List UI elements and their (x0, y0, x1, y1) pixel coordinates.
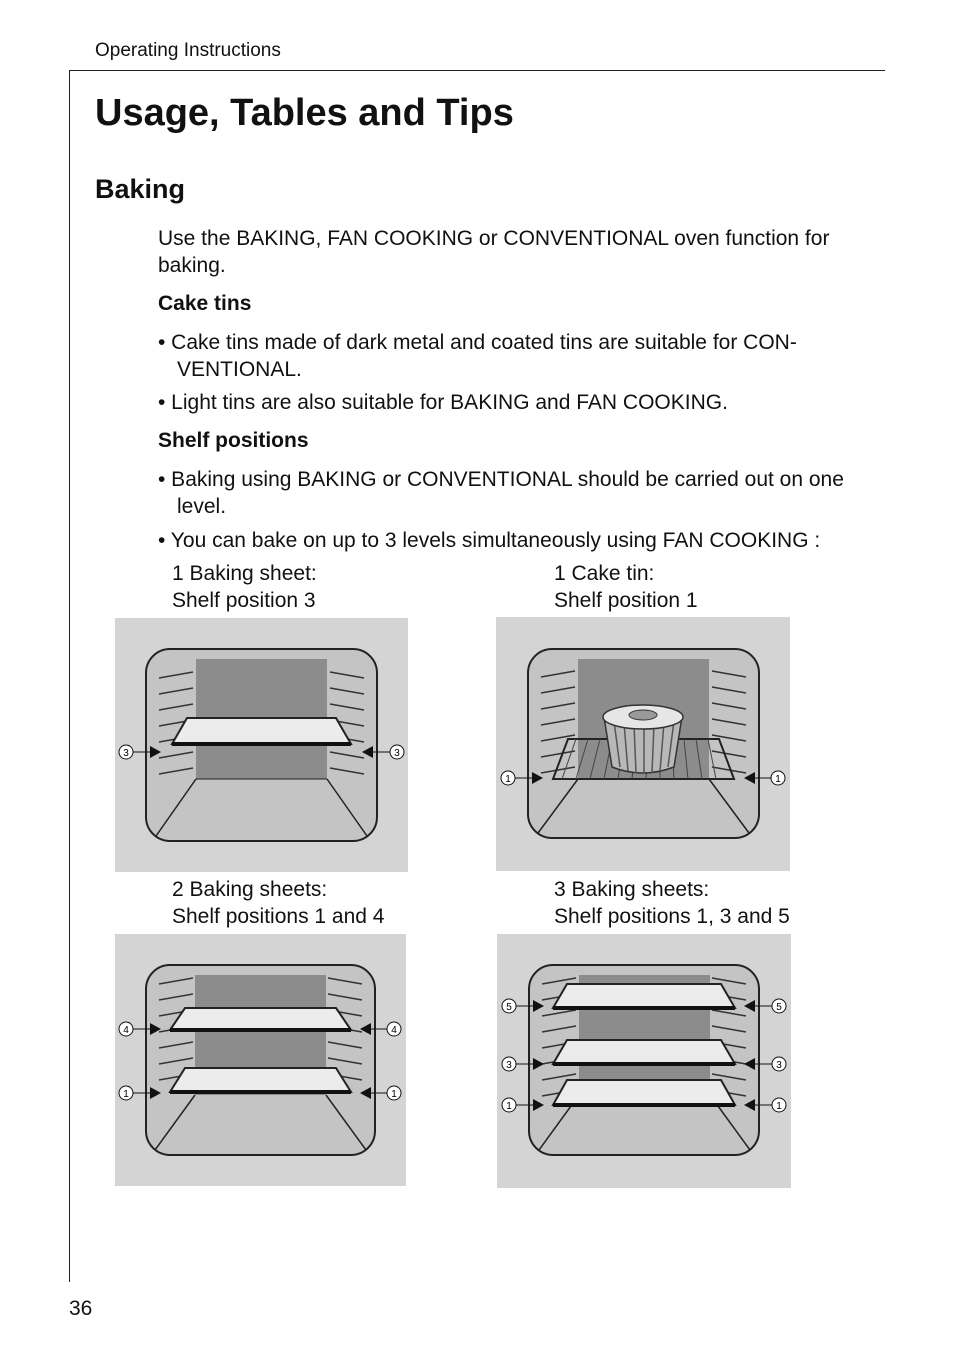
position-label: 4 (123, 1025, 129, 1036)
header-rule (69, 70, 885, 71)
baking-sheet (170, 1068, 351, 1092)
oven-diagram (496, 617, 790, 871)
position-label: 1 (391, 1089, 397, 1100)
position-label: 1 (775, 774, 781, 785)
position-label: 3 (776, 1060, 782, 1071)
caption-line: Shelf positions 1 and 4 (172, 905, 385, 928)
caption-line: 1 Baking sheet: (172, 562, 317, 585)
position-label: 3 (506, 1060, 512, 1071)
oven-diagram (115, 618, 408, 872)
running-head: Operating Instructions (95, 40, 281, 61)
figure-caption (554, 876, 790, 930)
oven-illustration-3 (115, 934, 406, 1186)
caption-line: 1 Cake tin: (554, 562, 655, 585)
caption-line: 3 Baking sheets: (554, 878, 710, 901)
position-label: 1 (505, 774, 511, 785)
position-label: 3 (394, 748, 400, 759)
baking-sheet (553, 1040, 735, 1064)
figure-caption (554, 560, 698, 614)
caption-line: Shelf position 1 (554, 589, 698, 612)
position-label: 3 (123, 748, 129, 759)
baking-sheet (172, 718, 351, 744)
margin-rule (69, 70, 70, 1282)
bullet-item: • Baking using BAKING or CONVENTIONAL should be carried out on one level. (158, 468, 844, 518)
oven-illustration-1 (115, 618, 408, 872)
section-title: Baking (95, 174, 186, 204)
baking-sheet (553, 1080, 735, 1105)
position-label: 1 (506, 1101, 512, 1112)
baking-sheet (170, 1008, 351, 1030)
caption-line: 2 Baking sheets: (172, 878, 328, 901)
figure-caption (172, 560, 317, 614)
page-number: 36 (69, 1297, 93, 1320)
cake-tin (603, 705, 683, 774)
bullet-item: • You can bake on up to 3 levels simultaneously using FAN COOKING : (158, 529, 821, 552)
oven-diagram (115, 934, 406, 1186)
position-label: 1 (123, 1089, 129, 1100)
bullet-item: • Light tins are also suitable for BAKING and FAN COOKING. (158, 391, 728, 414)
bullet-item: • Cake tins made of dark metal and coated tins are suitable for CON-VENTIONAL. (158, 331, 797, 381)
position-label: 1 (776, 1101, 782, 1112)
oven-diagram (497, 934, 791, 1188)
page-title: Usage, Tables and Tips (95, 92, 514, 134)
caption-line: Shelf position 3 (172, 589, 316, 612)
oven-illustration-4 (497, 934, 791, 1188)
position-label: 4 (391, 1025, 397, 1036)
caption-line: Shelf positions 1, 3 and 5 (554, 905, 790, 928)
intro-paragraph: Use the BAKING, FAN COOKING or CONVENTIONAL oven function for baking. (158, 227, 830, 277)
baking-sheet (553, 984, 735, 1008)
oven-illustration-2 (496, 617, 790, 871)
position-label: 5 (506, 1002, 512, 1013)
shelf-positions-heading: Shelf positions (158, 429, 309, 452)
figure-caption (172, 876, 384, 930)
position-label: 5 (776, 1002, 782, 1013)
cake-tins-heading: Cake tins (158, 292, 252, 315)
